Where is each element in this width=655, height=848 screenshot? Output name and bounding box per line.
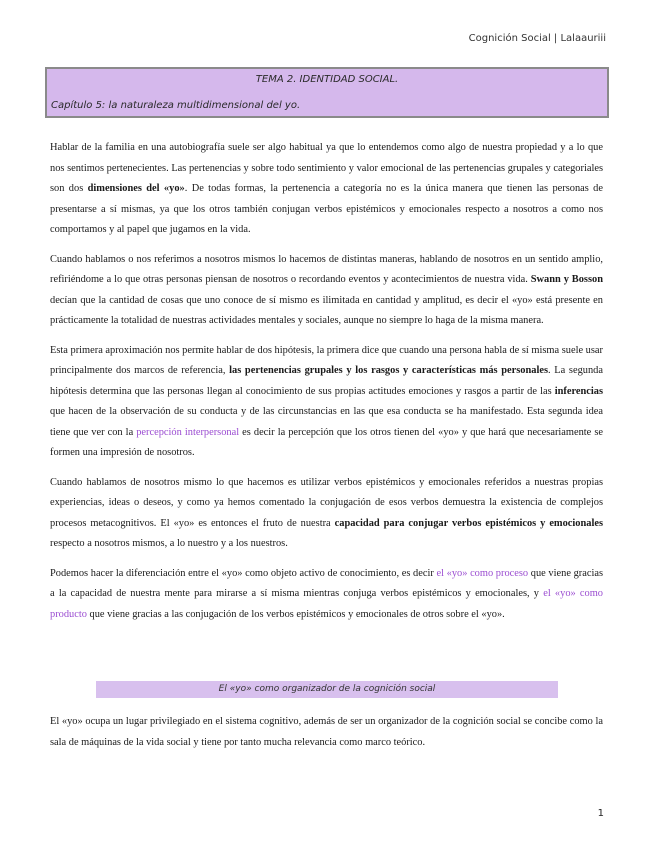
chapter-title: Capítulo 5: la naturaleza multidimensional del yo. — [51, 100, 301, 111]
paragraph-5: Podemos hacer la diferenciación entre el «yo» como objeto activo de conocimiento, es decir el «yo» como proceso que viene gracias a la capacidad de nuestra mente para mirarse a sí misma mientras conjuga verbos epistémicos y emocionales, y el «yo» como producto que viene gracias a las conjugación de los verbos epistémicos y emocionales de otros sobre el «yo». — [50, 567, 603, 620]
body-text-lower — [50, 712, 603, 762]
topic-title: TEMA 2. IDENTIDAD SOCIAL. — [255, 74, 399, 85]
paragraph-2: Cuando hablamos o nos referimos a nosotros mismos lo hacemos de distintas maneras, hablando de nosotros en un sentido amplio, refiriéndome a lo que otras personas piensan de nosotros o recordando eventos y acontecimientos de nuestra vida. Swann y Bosson decían que la cantidad de cosas que uno conoce de sí mismo es ilimitada en cantidad y amplitud, es decir el «yo» está presente en prácticamente la totalidad de nuestras actividades mentales y sociales, aunque no siempre lo haga de la misma manera. — [50, 253, 603, 326]
paragraph-4: Cuando hablamos de nosotros mismo lo que hacemos es utilizar verbos epistémicos y emocionales referidos a nuestras propias experiencias, ideas o deseos, y como ya hemos comentado la conjugación de esos verbos demuestra la existencia de complejos procesos metacognitivos. El «yo» es entonces el fruto de nuestra capacidad para conjugar verbos epistémicos y emocionales respecto a nosotros mismos, a lo nuestro y a los nuestros. — [50, 476, 603, 549]
paragraph-3: Esta primera aproximación nos permite hablar de dos hipótesis, la primera dice que cuando una persona habla de sí misma suele usar principalmente dos marcos de referencia, las pertenencias grupales y los rasgos y características más personales. La segunda hipótesis determina que las personas llegan al conocimiento de sus propias actitudes emociones y rasgos a partir de las inferencias que hacen de la observación de su conducta y de las circunstancias en las que esa conducta se ha manifestado. Esta segunda idea tiene que ver con la percepción interpersonal es decir la percepción que los otros tienen del «yo» y que hará que necesariamente se formen una impresión de nosotros. — [50, 344, 603, 458]
body-text-upper — [50, 138, 603, 634]
title-box — [45, 67, 609, 118]
page-number: 1 — [597, 808, 604, 819]
paragraph-1: Hablar de la familia en una autobiografía suele ser algo habitual ya que lo entendemos como algo de nuestra propiedad y a lo que nos sentimos pertenecientes. Las pertenencias y sobre todo sentimiento y valor emocional de las pertenencias grupales y categoriales son dos dimensiones del «yo». De todas formas, la pertenencia a categoría no es la única manera que tienen las personas de presentarse a sí mismas, ya que los otros también conjugan verbos epistémicos y emocionales respecto a nosotros a como nos comportamos y al papel que jugamos en la vida. — [50, 142, 603, 235]
section-subtitle: El «yo» como organizador de la cognición social — [96, 681, 558, 698]
link-percepcion-interpersonal: percepción interpersonal — [136, 426, 240, 438]
page-header: Cognición Social | Lalaauriii — [468, 33, 606, 44]
highlight-yo-proceso: el «yo» como proceso — [436, 567, 529, 579]
highlight-yo-producto: el «yo» como producto — [50, 588, 603, 620]
paragraph-6: El «yo» ocupa un lugar privilegiado en el sistema cognitivo, además de ser un organizador de la cognición social se concibe como la sala de máquinas de la vida social y tiene por tanto mucha relevancia como marco teórico. — [50, 716, 603, 748]
